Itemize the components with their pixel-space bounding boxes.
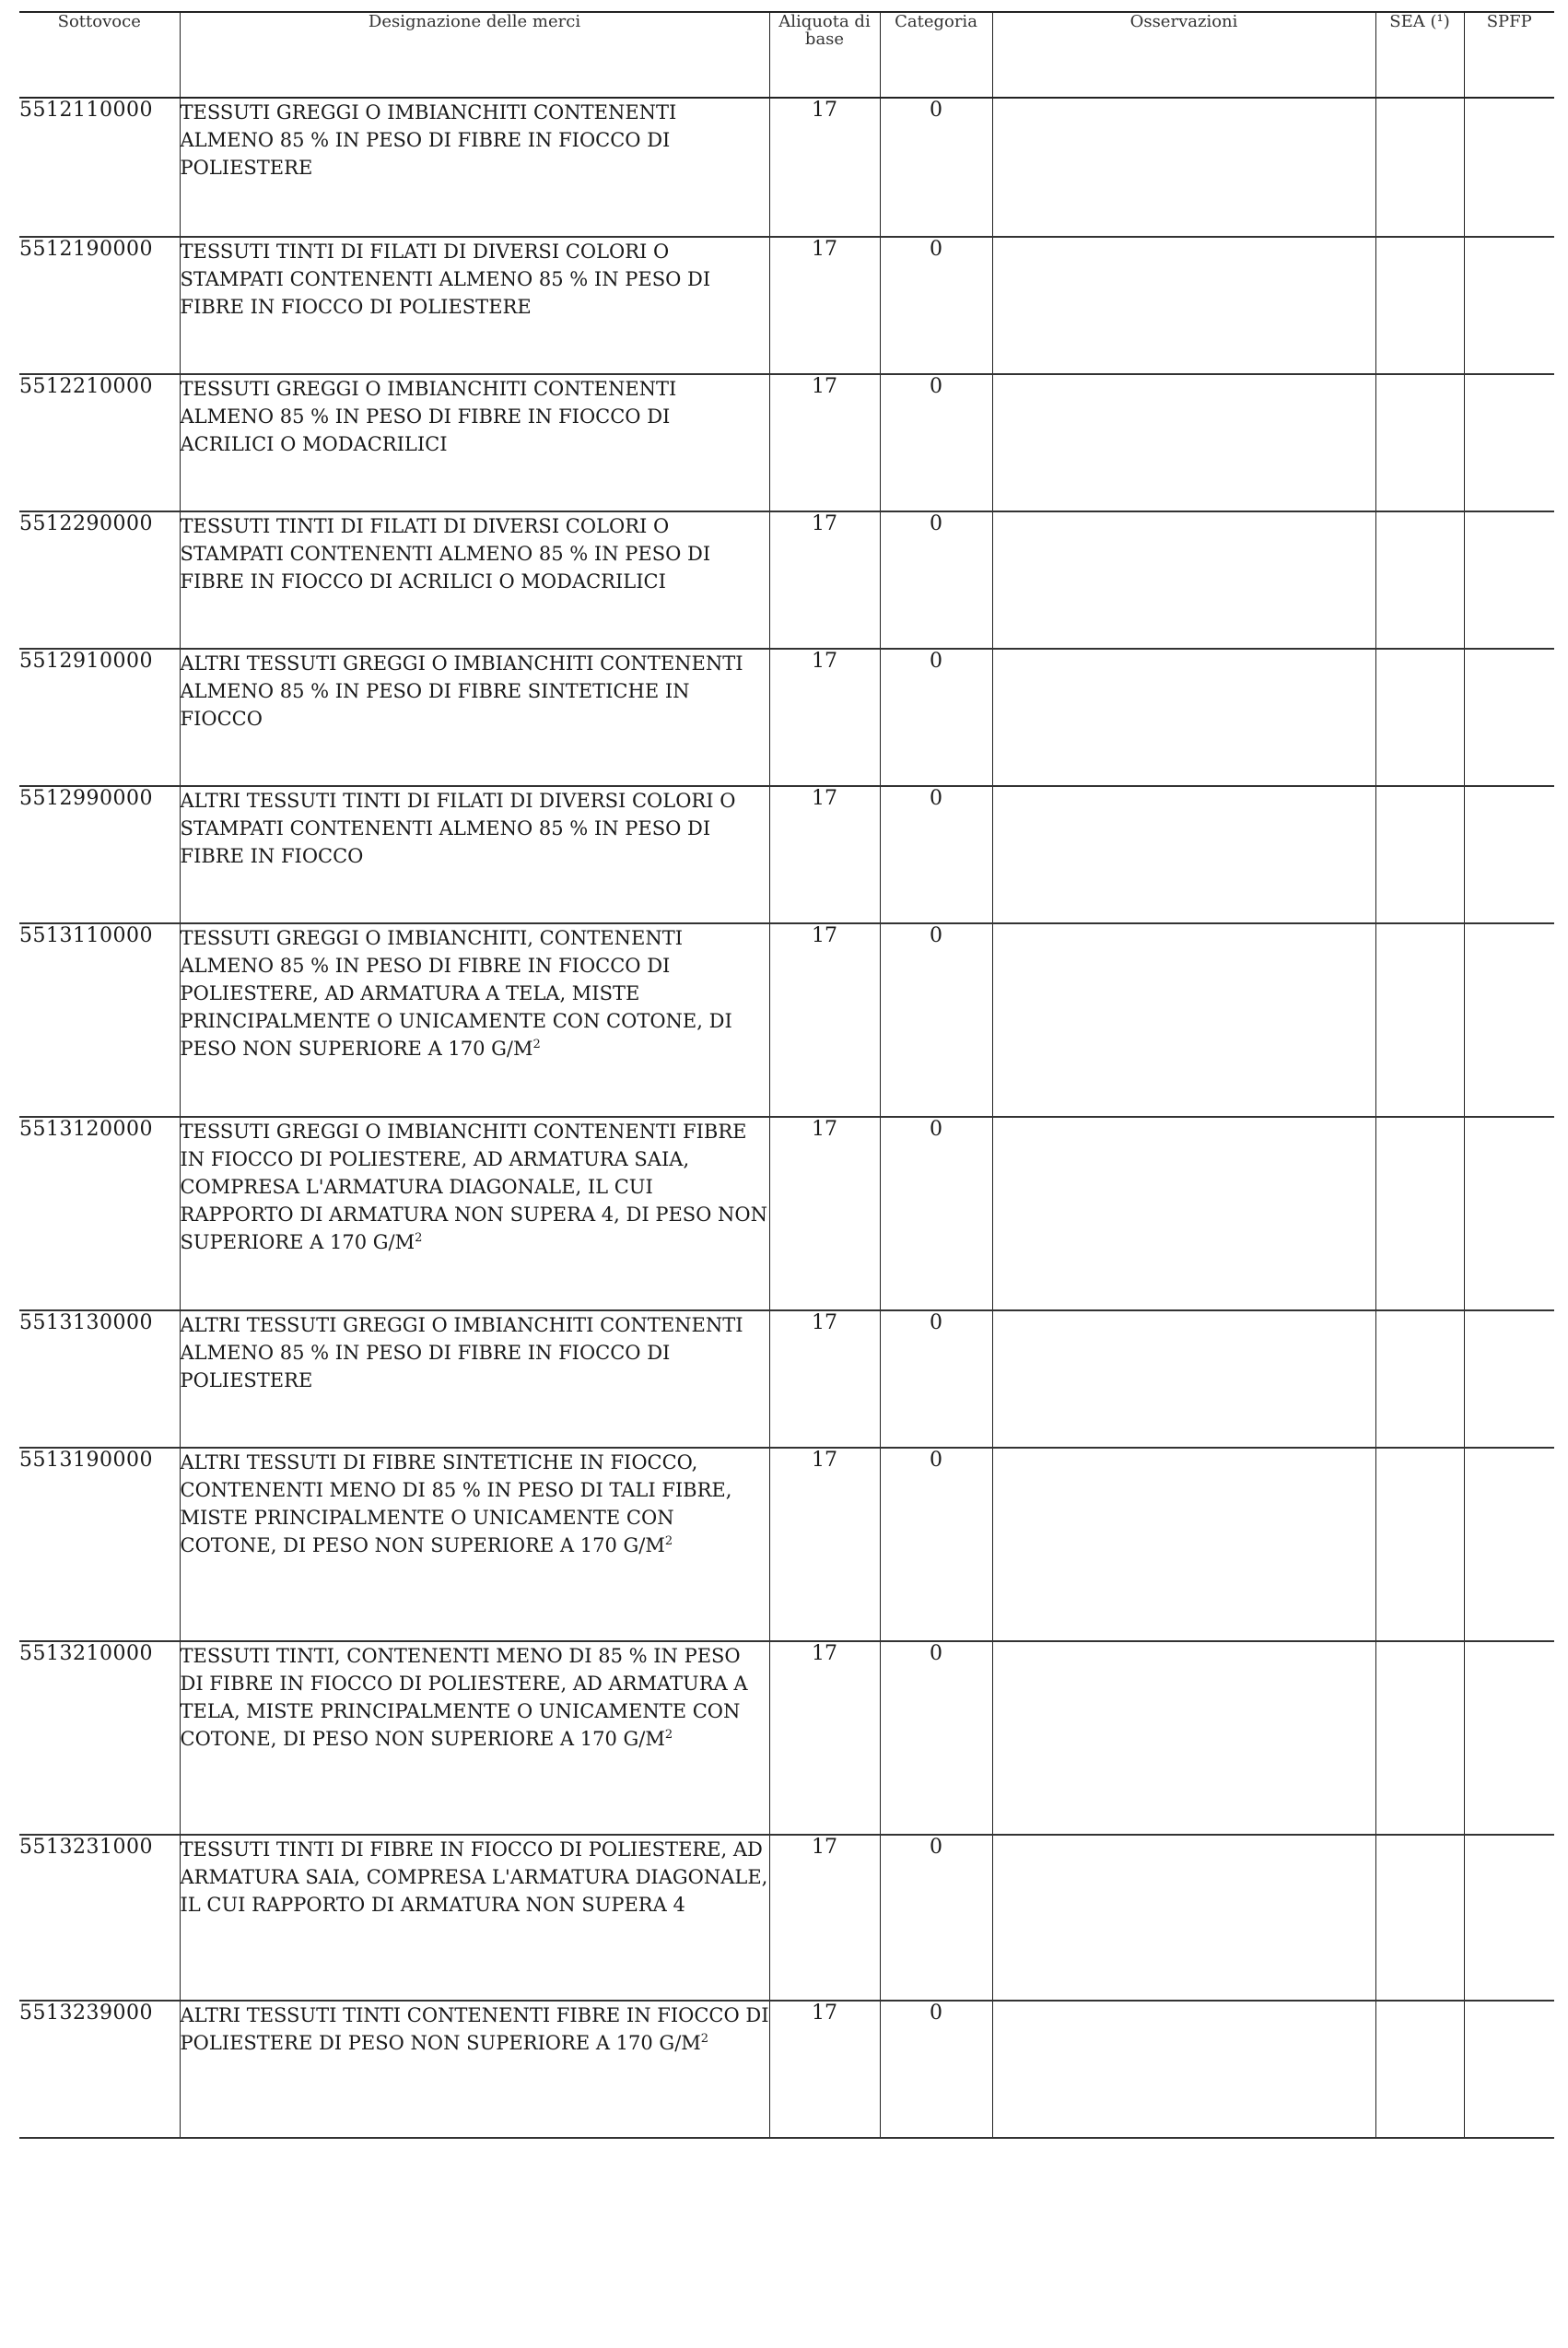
- category-cell: 0: [880, 1310, 992, 1448]
- spfp-cell: [1464, 1310, 1554, 1448]
- category-cell: 0: [880, 98, 992, 237]
- base-rate-cell: 17: [769, 1641, 880, 1835]
- sea-cell: [1375, 1835, 1464, 2001]
- header-sea: SEA (¹): [1375, 12, 1464, 98]
- code-cell: 5513239000: [19, 2001, 180, 2138]
- category-cell: 0: [880, 237, 992, 374]
- category-cell: 0: [880, 923, 992, 1117]
- sea-cell: [1375, 786, 1464, 923]
- description-text: TESSUTI GREGGI O IMBIANCHITI CONTENENTI FIBRE IN FIOCCO DI POLIESTERE, AD ARMATURA SAIA, COMPRESA L'ARMATURA DIAGONALE, IL CUI RAPPORTO DI ARMATURA NON SUPERA 4, DI PESO NON SUPERIORE A 170 G/M: [180, 1121, 768, 1253]
- description-text: ALTRI TESSUTI TINTI DI FILATI DI DIVERSI COLORI O STAMPATI CONTENENTI ALMENO 85 % IN PESO DI FIBRE IN FIOCCO: [180, 790, 736, 867]
- sea-cell: [1375, 511, 1464, 649]
- notes-cell: [992, 511, 1375, 649]
- sea-cell: [1375, 1641, 1464, 1835]
- code-cell: 5512910000: [19, 649, 180, 786]
- base-rate-cell: 17: [769, 786, 880, 923]
- sea-cell: [1375, 374, 1464, 511]
- superscript-unit: 2: [532, 1038, 541, 1051]
- description-cell: [180, 1641, 769, 1835]
- spfp-cell: [1464, 237, 1554, 374]
- description-cell: [180, 1117, 769, 1310]
- table-row: [19, 786, 1554, 923]
- table-row: [19, 1117, 1554, 1310]
- spfp-cell: [1464, 98, 1554, 237]
- description-cell: [180, 1835, 769, 2001]
- base-rate-cell: 17: [769, 374, 880, 511]
- superscript-unit: 2: [664, 1534, 673, 1548]
- table-row: [19, 374, 1554, 511]
- sea-cell: [1375, 2001, 1464, 2138]
- base-rate-cell: 17: [769, 511, 880, 649]
- base-rate-cell: 17: [769, 923, 880, 1117]
- table-header-row: [19, 12, 1554, 98]
- spfp-cell: [1464, 2001, 1554, 2138]
- category-cell: 0: [880, 786, 992, 923]
- code-cell: 5512210000: [19, 374, 180, 511]
- description-cell: [180, 237, 769, 374]
- header-description: Designazione delle merci: [180, 12, 769, 98]
- description-cell: [180, 1448, 769, 1641]
- notes-cell: [992, 374, 1375, 511]
- superscript-unit: 2: [664, 1728, 673, 1742]
- description-text: ALTRI TESSUTI DI FIBRE SINTETICHE IN FIOCCO, CONTENENTI MENO DI 85 % IN PESO DI TALI FIBRE, MISTE PRINCIPALMENTE O UNICAMENTE CON COTONE, DI PESO NON SUPERIORE A 170 G/M: [180, 1451, 732, 1556]
- description-cell: [180, 649, 769, 786]
- table-row: [19, 1641, 1554, 1835]
- description-cell: [180, 98, 769, 237]
- spfp-cell: [1464, 1835, 1554, 2001]
- description-text: ALTRI TESSUTI GREGGI O IMBIANCHITI CONTENENTI ALMENO 85 % IN PESO DI FIBRE IN FIOCCO DI POLIESTERE: [180, 1314, 743, 1391]
- sea-cell: [1375, 98, 1464, 237]
- header-code: Sottovoce: [19, 12, 180, 98]
- notes-cell: [992, 2001, 1375, 2138]
- header-category: Categoria: [880, 12, 992, 98]
- tariff-table: [19, 11, 1554, 2139]
- category-cell: 0: [880, 374, 992, 511]
- table-row: [19, 1835, 1554, 2001]
- sea-cell: [1375, 1310, 1464, 1448]
- table-row: [19, 923, 1554, 1117]
- header-spfp: SPFP: [1464, 12, 1554, 98]
- table-row: [19, 1448, 1554, 1641]
- code-cell: 5512990000: [19, 786, 180, 923]
- code-cell: 5513110000: [19, 923, 180, 1117]
- base-rate-cell: 17: [769, 237, 880, 374]
- code-cell: 5513120000: [19, 1117, 180, 1310]
- spfp-cell: [1464, 1641, 1554, 1835]
- description-text: TESSUTI GREGGI O IMBIANCHITI CONTENENTI ALMENO 85 % IN PESO DI FIBRE IN FIOCCO DI ACRILICI O MODACRILICI: [180, 378, 677, 455]
- superscript-unit: 2: [700, 2032, 709, 2046]
- notes-cell: [992, 1448, 1375, 1641]
- description-cell: [180, 374, 769, 511]
- table-row: [19, 649, 1554, 786]
- base-rate-cell: 17: [769, 2001, 880, 2138]
- code-cell: 5513210000: [19, 1641, 180, 1835]
- notes-cell: [992, 98, 1375, 237]
- notes-cell: [992, 1641, 1375, 1835]
- category-cell: 0: [880, 1448, 992, 1641]
- header-base-rate: Aliquota di base: [769, 12, 880, 98]
- base-rate-cell: 17: [769, 1117, 880, 1310]
- notes-cell: [992, 649, 1375, 786]
- superscript-unit: 2: [415, 1231, 423, 1245]
- header-notes: Osservazioni: [992, 12, 1375, 98]
- notes-cell: [992, 1835, 1375, 2001]
- code-cell: 5513231000: [19, 1835, 180, 2001]
- sea-cell: [1375, 237, 1464, 374]
- notes-cell: [992, 923, 1375, 1117]
- base-rate-cell: 17: [769, 649, 880, 786]
- spfp-cell: [1464, 374, 1554, 511]
- description-cell: [180, 2001, 769, 2138]
- description-cell: [180, 511, 769, 649]
- description-cell: [180, 923, 769, 1117]
- category-cell: 0: [880, 1835, 992, 2001]
- table-row: [19, 2001, 1554, 2138]
- code-cell: 5512290000: [19, 511, 180, 649]
- description-cell: [180, 1310, 769, 1448]
- spfp-cell: [1464, 649, 1554, 786]
- notes-cell: [992, 1117, 1375, 1310]
- description-text: TESSUTI TINTI, CONTENENTI MENO DI 85 % IN PESO DI FIBRE IN FIOCCO DI POLIESTERE, AD ARMATURA A TELA, MISTE PRINCIPALMENTE O UNICAMENTE CON COTONE, DI PESO NON SUPERIORE A 170 G/M: [180, 1645, 748, 1750]
- spfp-cell: [1464, 786, 1554, 923]
- base-rate-cell: 17: [769, 98, 880, 237]
- spfp-cell: [1464, 923, 1554, 1117]
- sea-cell: [1375, 649, 1464, 786]
- code-cell: 5512110000: [19, 98, 180, 237]
- base-rate-cell: 17: [769, 1310, 880, 1448]
- description-text: TESSUTI TINTI DI FIBRE IN FIOCCO DI POLIESTERE, AD ARMATURA SAIA, COMPRESA L'ARMATURA DIAGONALE, IL CUI RAPPORTO DI ARMATURA NON SUPERA 4: [180, 1838, 768, 1916]
- code-cell: 5513190000: [19, 1448, 180, 1641]
- table-row: [19, 98, 1554, 237]
- description-cell: [180, 786, 769, 923]
- spfp-cell: [1464, 511, 1554, 649]
- sea-cell: [1375, 923, 1464, 1117]
- sea-cell: [1375, 1448, 1464, 1641]
- description-text: TESSUTI TINTI DI FILATI DI DIVERSI COLORI O STAMPATI CONTENENTI ALMENO 85 % IN PESO DI FIBRE IN FIOCCO DI ACRILICI O MODACRILICI: [180, 515, 711, 593]
- table-row: [19, 237, 1554, 374]
- category-cell: 0: [880, 1641, 992, 1835]
- code-cell: 5513130000: [19, 1310, 180, 1448]
- table-row: [19, 511, 1554, 649]
- spfp-cell: [1464, 1117, 1554, 1310]
- sea-cell: [1375, 1117, 1464, 1310]
- description-text: ALTRI TESSUTI GREGGI O IMBIANCHITI CONTENENTI ALMENO 85 % IN PESO DI FIBRE SINTETICHE IN FIOCCO: [180, 652, 743, 730]
- base-rate-cell: 17: [769, 1448, 880, 1641]
- base-rate-cell: 17: [769, 1835, 880, 2001]
- notes-cell: [992, 1310, 1375, 1448]
- description-text: ALTRI TESSUTI TINTI CONTENENTI FIBRE IN FIOCCO DI POLIESTERE DI PESO NON SUPERIORE A 170 G/M: [180, 2004, 769, 2054]
- description-text: TESSUTI GREGGI O IMBIANCHITI, CONTENENTI ALMENO 85 % IN PESO DI FIBRE IN FIOCCO DI POLIESTERE, AD ARMATURA A TELA, MISTE PRINCIPALMENTE O UNICAMENTE CON COTONE, DI PESO NON SUPERIORE A 170 G/M: [180, 927, 732, 1060]
- category-cell: 0: [880, 649, 992, 786]
- notes-cell: [992, 237, 1375, 374]
- description-text: TESSUTI TINTI DI FILATI DI DIVERSI COLORI O STAMPATI CONTENENTI ALMENO 85 % IN PESO DI FIBRE IN FIOCCO DI POLIESTERE: [180, 241, 711, 318]
- table-row: [19, 1310, 1554, 1448]
- spfp-cell: [1464, 1448, 1554, 1641]
- category-cell: 0: [880, 2001, 992, 2138]
- category-cell: 0: [880, 511, 992, 649]
- code-cell: 5512190000: [19, 237, 180, 374]
- description-text: TESSUTI GREGGI O IMBIANCHITI CONTENENTI ALMENO 85 % IN PESO DI FIBRE IN FIOCCO DI POLIESTERE: [180, 101, 677, 179]
- category-cell: 0: [880, 1117, 992, 1310]
- notes-cell: [992, 786, 1375, 923]
